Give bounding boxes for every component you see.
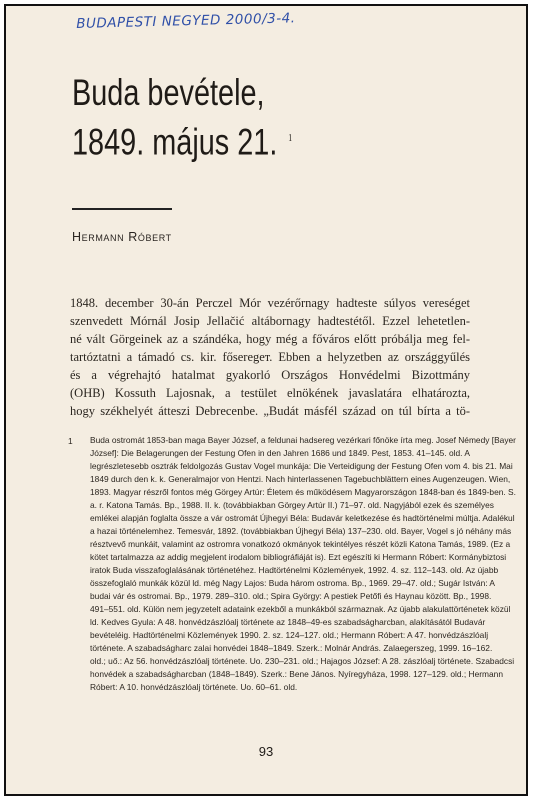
footnote-line: ld. Kedves Gyula: A 48. honvédzászlóalj története az 1848–49-es szabadságharcban, alakításától Budavár	[90, 617, 486, 627]
footnote-line: kötet tartalmazza az addig megjelent irodalom bibliográfiáját is). Ezt egészíti ki Hermann Róbert: Kormánybiztosi	[90, 552, 507, 562]
body-line: és a végrehajtó hatalmat gyakorló Országos Honvédelmi Bizottmány	[70, 368, 470, 382]
footnote-line: Buda ostromát 1853-ban maga Bayer József, a feldunai hadsereg vezérkari főnöke írta meg. Josef Némedy [Bayer	[90, 435, 516, 445]
footnote-reference: 1	[288, 133, 293, 144]
page-title	[72, 70, 368, 165]
handwritten-note: BUDAPESTI NEGYED 2000/3-4.	[76, 10, 296, 32]
footnote-line: Róbert: A 10. honvédzászlóalj története. Uo. 60–61. old.	[90, 682, 298, 692]
footnote-line: 1893. Magyar részről fontos még Görgey Artúr: Életem és működésem Magyarországon 1848-ban és 1849-ben. S.	[90, 487, 516, 497]
footnote-line: 1849 durch den k. k. Generalmajor von Hentzi. Nach hinterlassenen Tagebuchblättern eines Augenzeugen. Wien,	[90, 474, 511, 484]
footnote-line: legrészletesebb osztrák feldolgozás Gustav Vogel munkája: Die Verteidigung der Festung Ofen vom 4. bis 21. Mai	[90, 461, 513, 471]
footnote-line: honvédek a szabadságharcban (1848–1849). Szerk.: Bene János. Nyíregyháza, 1998. 127–129. old.; Hermann	[90, 669, 503, 679]
body-line: né vált Görgeinek az a szándéka, hogy még a főváros előtt próbálja meg fel-	[70, 332, 470, 346]
footnote-line: budai vár és ostromai. Bp., 1979. 289–310. old.; Spira György: A pestiek Petőfi és Haynau között. Bp., 1998.	[90, 591, 492, 601]
title-line-2-text: 1849. május 21.	[72, 121, 278, 163]
body-line: szenvedett Mórnál Josip Jellačić altábornagy hadtestétől. Ezzel lehetetlen-	[70, 314, 470, 328]
footnote-number: 1	[68, 436, 73, 446]
footnote-line: a hazai történelemhez. Temesvár, 1892. (továbbiakban Újhegyi Béla) 137–230. old. Bayer, Vogel s jó néhány más	[90, 526, 512, 536]
title-line-2	[72, 116, 368, 165]
footnote-line: emlékei alapján foglalta össze a vár ostromát Újhegyi Béla: Budavár keletkezése és hadtörténelmi múltja. Adalékul	[90, 513, 515, 523]
title-line-1: Buda bevétele,	[72, 72, 265, 113]
footnote-line: története. A szabadságharc zalai honvédei 1848–1849. Szerk.: Molnár András. Zalaegerszeg, 1999. 16–162.	[90, 643, 493, 653]
footnote-line: résztvevő munkáit, valamint az ostromra vonatkozó okmányok tekintélyes részét közli Katona Tamás, 1989. (Ez a	[90, 539, 511, 549]
title-divider	[72, 208, 172, 210]
footnote-line: bevételéig. Hadtörténelmi Közlemények 1990. 2. sz. 124–127. old.; Hermann Róbert: A 47. honvédzászlóalj	[90, 630, 489, 640]
footnote-line: 491–551. old. Külön nem jegyzetelt adataink ezekből a munkákból származnak. Az újabb alakulattörténetek közül	[90, 604, 511, 614]
footnote-line: a. r. Katona Tamás. Bp., 1988. II. k. (továbbiakban Görgey Artúr II.) 71–97. old. Nagyjából ezek és személyes	[90, 500, 494, 510]
page-number: 93	[258, 744, 274, 759]
book-page	[4, 4, 528, 796]
body-line: (OHB) Kossuth Lajosnak, a testület elnökének javaslatára elhatározta,	[70, 386, 470, 400]
body-line: hogy székhelyét átteszi Debrecenbe. „Budát másfél század on túl bírta a tö-	[70, 404, 470, 418]
body-paragraph	[70, 294, 470, 420]
body-line: 1848. december 30-án Perczel Mór vezérőrnagy hadteste súlyos vereséget	[70, 296, 470, 310]
body-line: tartóztatni a támadó cs. kir. főseregeт. Ebben a helyzetben az országgyűlés	[70, 350, 470, 364]
footnote-line: old.; uő.: Az 56. honvédzászlóalj története. Uo. 230–231. old.; Hajagos József: A 28. zászlóalj története. Szabadcsi	[90, 656, 515, 666]
author-name: Hermann Róbert	[72, 230, 172, 244]
footnote	[68, 434, 516, 694]
footnote-line: összefoglaló munkák közül ld. még Nagy Lajos: Buda három ostroma. Bp., 1969. 29–47. old.; Sugár István: A	[90, 578, 496, 588]
footnote-line: József]: Die Belagerungen der Festung Ofen in den Jahren 1686 und 1849. Pest, 1853. 41–145. old. A	[90, 448, 470, 458]
footnote-line: iratok Buda visszafoglalásának történetéhez. Hadtörténelmi Közlemények, 1992. 4. sz. 112–143. old. Az újabb	[90, 565, 499, 575]
